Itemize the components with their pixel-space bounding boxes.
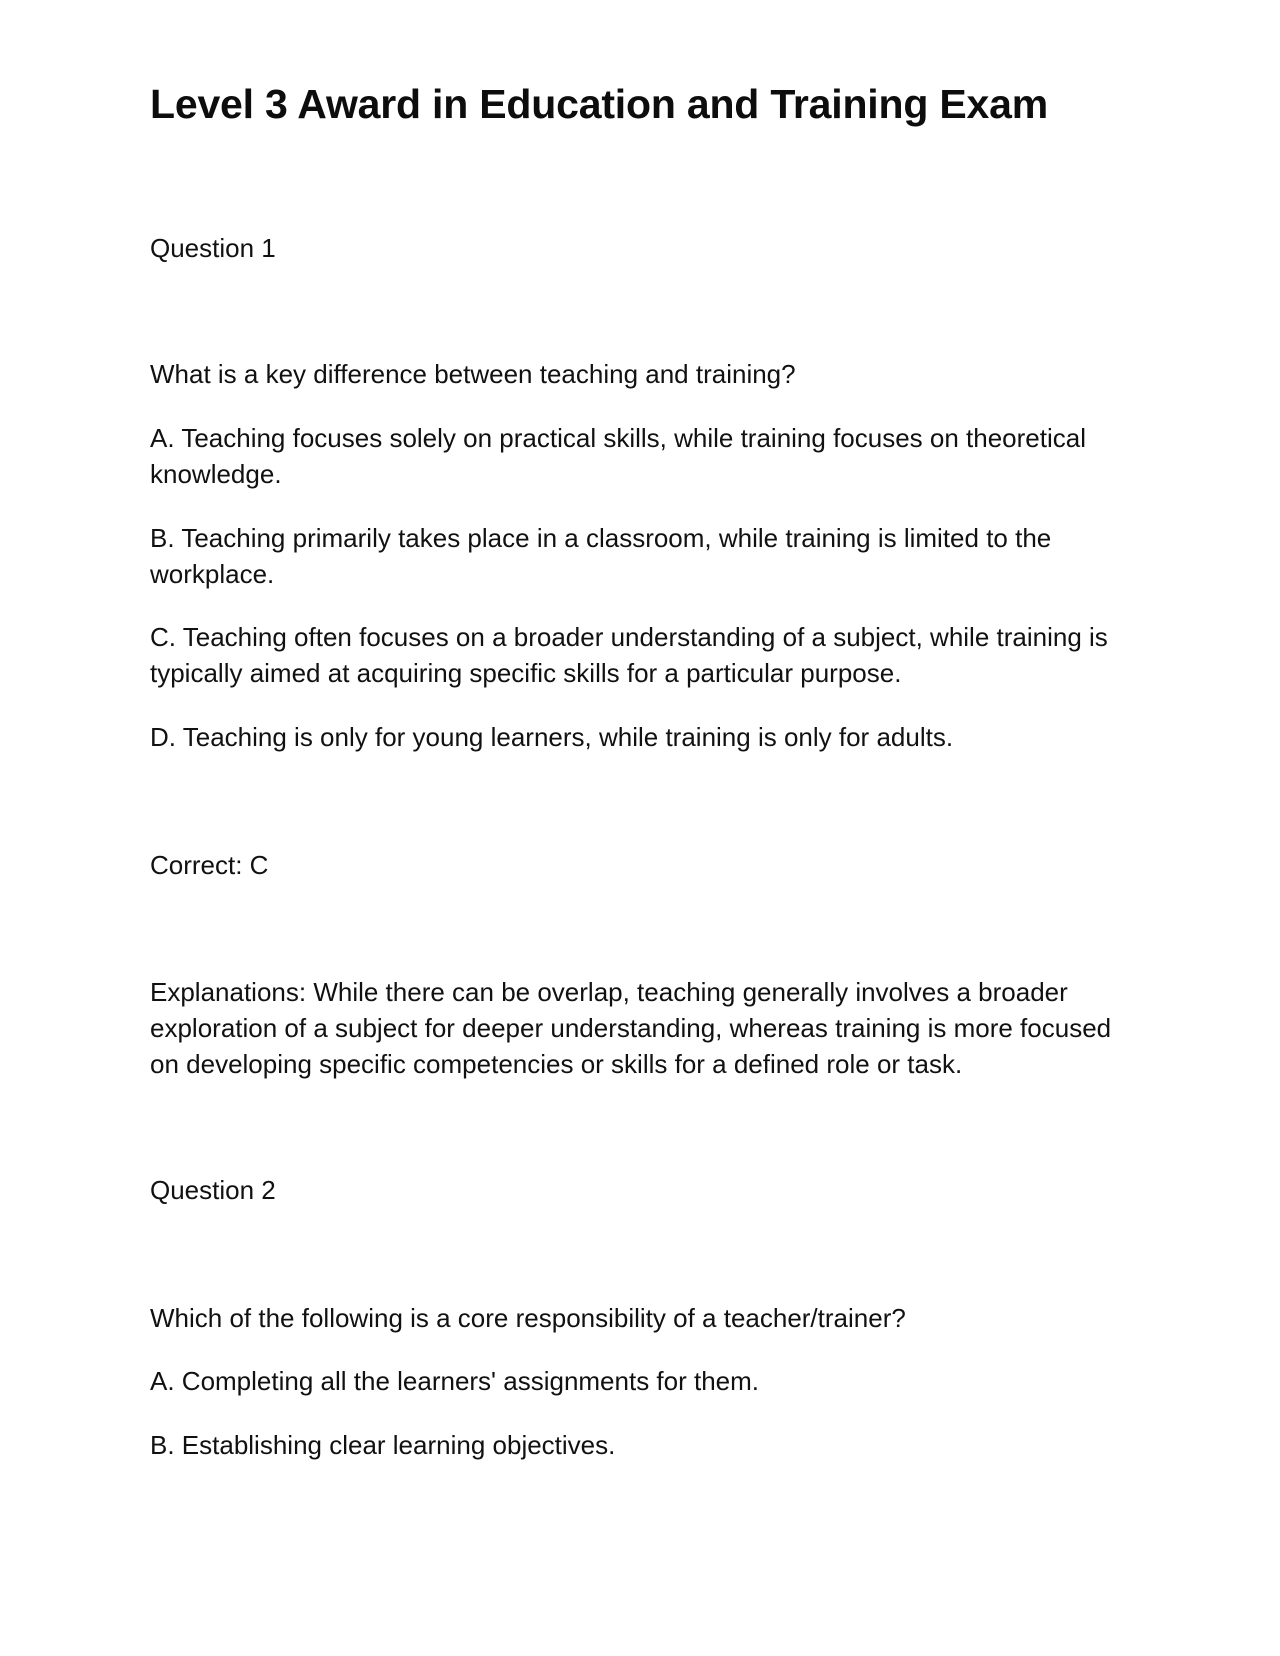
question-1-prompt: What is a key difference between teaching and training? [150,359,796,389]
question-2-label: Question 2 [150,1175,276,1205]
question-2-prompt: Which of the following is a core responsibility of a teacher/trainer? [150,1303,906,1333]
question-1-option-c: C. Teaching often focuses on a broader understanding of a subject, while training is typically aimed at acquiring specific skills for a particular purpose. [150,622,1108,688]
page-title: Level 3 Award in Education and Training Exam [150,81,1048,127]
question-1-option-d: D. Teaching is only for young learners, while training is only for adults. [150,722,954,752]
question-1-option-a: A. Teaching focuses solely on practical skills, while training focuses on theoretical knowledge. [150,423,1086,489]
question-2-option-a: A. Completing all the learners' assignments for them. [150,1366,760,1396]
question-2-option-b: B. Establishing clear learning objectives. [150,1430,616,1460]
question-1-label: Question 1 [150,233,276,263]
question-1-explanation: Explanations: While there can be overlap, teaching generally involves a broader exploration of a subject for deeper understanding, whereas training is more focused on developing specific competencies or skills for a defined role or task. [150,977,1112,1079]
question-1-correct-answer: Correct: C [150,850,269,880]
question-1-option-b: B. Teaching primarily takes place in a classroom, while training is limited to the workplace. [150,523,1052,589]
